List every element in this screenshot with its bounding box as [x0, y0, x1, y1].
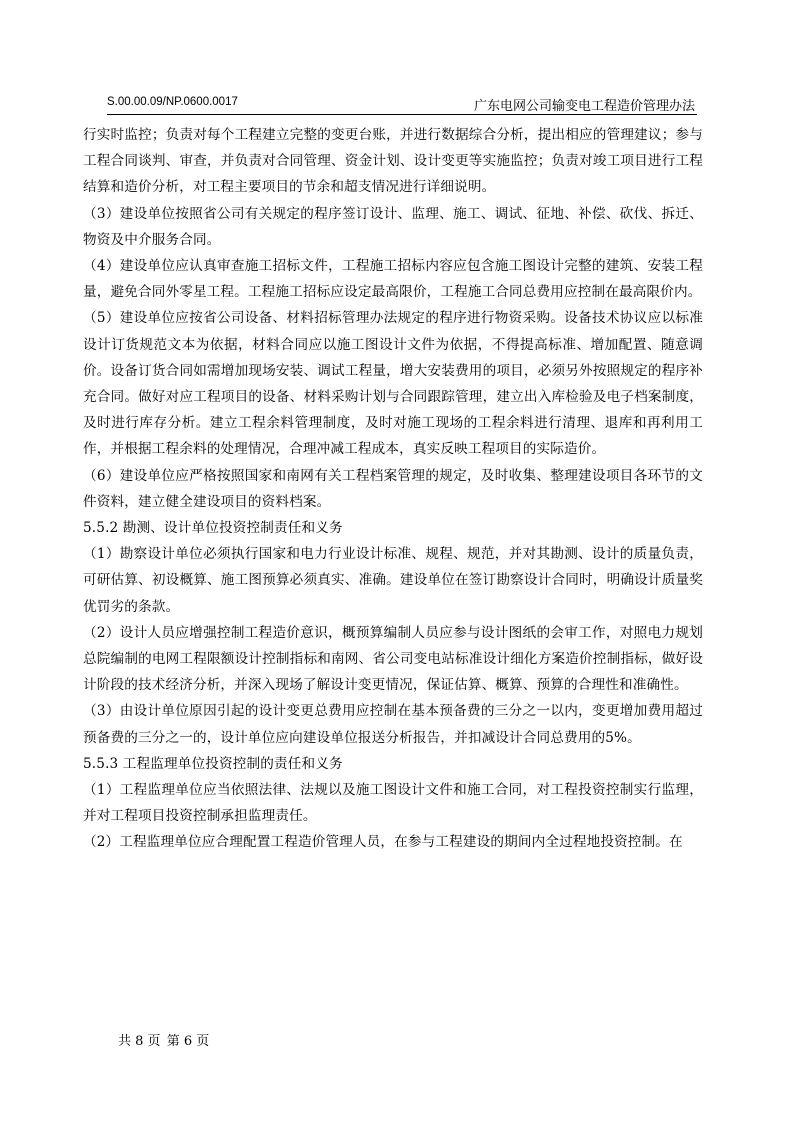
- paragraph: （2）设计人员应增强控制工程造价意识，概预算编制人员应参与设计图纸的会审工作，对照电力规划总院编制的电网工程限额设计控制指标和南网、省公司变电站标准设计细化方案造价控制指标，做好设计阶段的技术经济分析，并深入现场了解设计变更情况，保证估算、概算、预算的合理性和准确性。: [83, 624, 703, 694]
- page-header: [107, 94, 697, 115]
- page-footer: [118, 1030, 211, 1049]
- paragraph: （3）建设单位按照省公司有关规定的程序签订设计、监理、施工、调试、征地、补偿、砍伐、拆迁、物资及中介服务合同。: [83, 205, 703, 248]
- paragraph: （2）工程监理单位应合理配置工程造价管理人员，在参与工程建设的期间内全过程地投资控制。在: [83, 834, 683, 851]
- paragraph: 行实时监控；负责对每个工程建立完整的变更台账，并进行数据综合分析，提出相应的管理建议；参与工程合同谈判、审查，并负责对合同管理、资金计划、设计变更等实施监控；负责对竣工项目进行工程结算和造价分析，对工程主要项目的节余和超支情况进行详细说明。: [83, 127, 703, 196]
- document-body: [83, 122, 703, 856]
- paragraph: （1）工程监理单位应当依照法律、法规以及施工图设计文件和施工合同，对工程投资控制实行监理，并对工程项目投资控制承担监理责任。: [83, 782, 703, 825]
- document-code: S.00.00.09/NP.0600.0017: [107, 96, 238, 108]
- document-title: 广东电网公司输变电工程造价管理办法: [473, 99, 695, 114]
- paragraph: （6）建设单位应严格按照国家和南网有关工程档案管理的规定，及时收集、整理建设项目各环节的文件资料，建立健全建设项目的资料档案。: [83, 467, 703, 510]
- paragraph: （5）建设单位应按省公司设备、材料招标管理办法规定的程序进行物资采购。设备技术协议应以标准设计订货规范文本为依据，材料合同应以施工图设计文件为依据，不得提高标准、增加配置、随意调价。设备订货合同如需增加现场安装、调试工程量，增大安装费用的项目，必须另外按照规定的程序补充合同。做好对应工程项目的设备、材料采购计划与合同跟踪管理，建立出入库检验及电子档案制度，及时进行库存分析。建立工程余料管理制度，及时对施工现场的工程余料进行清理、退库和再利用工作，并根据工程余料的处理情况，合理冲减工程成本，真实反映工程项目的实际造价。: [83, 310, 703, 458]
- section-heading: 5.5.3 工程监理单位投资控制的责任和义务: [83, 755, 343, 772]
- paragraph: （1）勘察设计单位必须执行国家和电力行业设计标准、规程、规范，并对其勘测、设计的质量负责，可研估算、初设概算、施工图预算必须真实、准确。建设单位在签订勘察设计合同时，明确设计质量奖优罚劣的条款。: [83, 546, 703, 615]
- section-heading: 5.5.2 勘测、设计单位投资控制责任和义务: [83, 520, 343, 537]
- current-page: 第 6 页: [166, 1034, 210, 1049]
- paragraph: （4）建设单位应认真审查施工招标文件，工程施工招标内容应包含施工图设计完整的建筑、安装工程量，避免合同外零星工程。工程施工招标应设定最高限价，工程施工合同总费用应控制在最高限价内。: [83, 258, 703, 301]
- total-pages: 共 8 页: [118, 1034, 161, 1049]
- paragraph: （3）由设计单位原因引起的设计变更总费用应控制在基本预备费的三分之一以内，变更增加费用超过预备费的三分之一的，设计单位应向建设单位报送分析报告，并扣减设计合同总费用的5%。: [83, 703, 703, 746]
